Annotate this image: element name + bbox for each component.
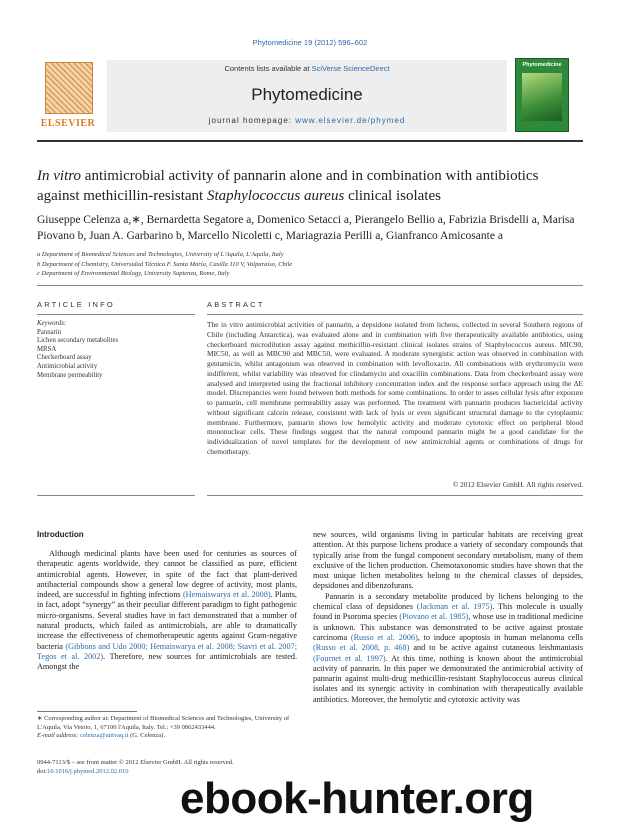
body-left-column: [37, 549, 297, 673]
affiliation-c: c Department of Environmental Biology, University Sapienza, Rome, Italy: [37, 270, 230, 277]
affiliation-a: a Department of Biomedical Sciences and Technologies, University of L'Aquila, L'Aquila, Italy: [37, 251, 284, 258]
affiliation-divider: [37, 285, 583, 286]
citation-link[interactable]: (Hemaiswarya et al. 2008): [182, 590, 271, 600]
keywords-block: [37, 320, 197, 380]
citation-link[interactable]: (Russo et al. 2008, p. 468): [313, 643, 410, 653]
abstract-heading: ABSTRACT: [207, 300, 265, 309]
citation-link[interactable]: (Russo et al. 2006): [350, 632, 418, 642]
citation-link[interactable]: (Piovano et al. 1985): [399, 612, 469, 622]
keyword-item: Antimicrobial activity: [37, 362, 98, 370]
keyword-item: Checkerboard assay: [37, 354, 92, 362]
keyword-item: MRSA: [37, 345, 57, 353]
watermark-text: ebook-hunter.org: [180, 774, 534, 823]
footnote-rule: [37, 711, 137, 712]
abstract-bottom-rule: [207, 495, 583, 496]
journal-cover-image: [515, 58, 569, 132]
affiliation-b: b Department of Chemistry, Universidad Técnica F. Santa María, Casilla 110 V, Valparaíso, Chile: [37, 260, 293, 268]
doi-link[interactable]: 10.1016/j.phymed.2012.02.010: [47, 767, 129, 775]
paragraph-text: , to induce apoptosis in human melanoma cells: [417, 632, 583, 642]
corresponding-text: ∗ Corresponding author at: Department of Biomedical Sciences and Technologies, University of L'Aquila, Via Vetoio, 1, 67100 l'Aquila, Italy. Tel.: +39 0862433444.: [37, 715, 290, 731]
article-info-rule: [37, 314, 195, 315]
email-label: E-mail address:: [37, 732, 81, 739]
citation-link[interactable]: (Gibbons and Udo 2000; Hemaiswarya et al. 2008; Stavri et al. 2007; Tegos et al. 2002): [37, 641, 297, 661]
keyword-item: Membrane permeability: [37, 371, 103, 379]
email-link[interactable]: celenza@univaq.it: [80, 732, 129, 739]
sciencedirect-link[interactable]: SciVerse ScienceDirect: [311, 64, 390, 73]
homepage-line: [107, 116, 507, 125]
email-line: [37, 732, 297, 741]
contents-prefix: Contents lists available at: [224, 64, 312, 73]
keyword-item: Lichen secondary metabolites: [37, 337, 119, 345]
journal-banner: [107, 60, 507, 132]
paragraph-text: . At this time, nothing is known about the antimicrobial activity of pannarin. In this paper we demonstrated the antimicrobial activity of pannarin against multi-drug methicillin-resistant Staphylococcus aureus clinical isolates and its synergic activity in combination with therapeutically available antibiotics. Moreover, the hemolytic and cytotoxic activity was: [313, 653, 583, 704]
pannarin-paragraph: [313, 592, 583, 705]
cover-plant-icon: [522, 73, 562, 121]
corresponding-author-footnote: [37, 715, 297, 741]
title-text-2: antimicrobial activity of pannarin alone and in combination with antibiotics against methicillin-resistant: [37, 168, 539, 204]
article-title: [37, 166, 583, 206]
body-right-column: [313, 530, 583, 705]
journal-name: Phytomedicine: [251, 85, 363, 104]
article-info-heading: ARTICLE INFO: [37, 300, 115, 309]
cover-title: Phytomedicine: [522, 62, 562, 68]
email-suffix: (G. Celenza).: [128, 732, 165, 739]
abstract-rule: [207, 314, 583, 315]
abstract-text: The in vitro antimicrobial activities of pannarin, a depsidone isolated from lichens, collected in several Southern regions of Chile (including Antarctica), was evaluated alone and in combination with five therapeutically available antibiotics, using checkerboard microdilution assay against methicillin-resistant clinical isolates strains of Staphylococcus aureus. MIC90, MIC50, as well as MBC90 and MBC50, were evaluated. A moderate synergistic action was observed in combination with gentamicin, whilst antagonism was observed in combination with levofloxacin. All combinations with erythromycin were indifferent, whilst variability was observed for clindamycin and oxacillin combinations. Data from checkerboard assay were analysed and interpreted using the fractional inhibitory concentration index and the response surface approach using the ΔE model. Discrepancies were found between both methods for some combinations. In order to asses cellular lysis after exposure to pannarin, cell membrane permeability assay was performed. The treatment with pannarin produces bactericidal activity without significant calcein release, consistent with lack of lysis or even significant structural damage to the cytoplasmic membrane. Furthermore, pannarin shows low hemolytic activity and moderate cytotoxic effect on peripheral blood mononuclear cells. These findings suggest that the natural compound pannarin might be a good candidate for the individualization of novel templates for the development of new antimicrobial agents or combinations of drugs for chemotherapy.: [207, 320, 583, 456]
journal-citation[interactable]: Phytomedicine 19 (2012) 596–602: [252, 38, 368, 47]
introduction-heading: Introduction: [37, 530, 84, 539]
paragraph-text: Although medicinal plants have been used for centuries as sources of therapeutic agents worldwide, they cannot be classified as pure, efficient antimicrobial agents. However, in spite of the fact that plant-derived antibacterial compounds show a general low degree of activity, most plants, indeed, are successful in fighting infections: [37, 549, 297, 600]
homepage-link[interactable]: www.elsevier.de/phymed: [295, 116, 406, 125]
publisher-logo-text: ELSEVIER: [40, 118, 96, 129]
contents-line: [107, 64, 507, 73]
paragraph-text: . Plants, in fact, adopt “synergy” as their peculiar different paradigm to fight pathogenic micro-organisms. Several studies have in fact demonstrated that a number of natural products, which failed as antimicrobials, are able to dramatically increase the effectiveness of chemotherapeutic agents against Gram-negative bacteria: [37, 590, 297, 651]
paragraph-text: . This molecule is usually found in Psoroma species: [313, 602, 584, 622]
continued-paragraph: new sources, wild organisms living in particular habitats are receiving great attention. At this purpose lichens produce a variety of secondary compounds that typically arise from the fungal component secondary metabolism, many of them exclusive of the lichen production. Chemotaxonomic studies have shown that the most unique lichen metabolites belong to the chemical classes of depsides, depsidones and dibenzofurans.: [313, 530, 583, 591]
paragraph-text: and to be active against cutaneous leishmaniasis: [409, 643, 583, 653]
homepage-prefix: journal homepage:: [208, 116, 296, 125]
article-info-bottom-rule: [37, 495, 195, 496]
paragraph-text: Pannarin is a secondary metabolite produced by lichens belonging to the chemical class of depsidones: [313, 591, 583, 612]
title-italic-3: Staphylococcus aureus: [206, 188, 345, 204]
paragraph-text: . Therefore, new sources for antimicrobials are tested. Amongst the: [37, 651, 298, 672]
title-italic-1: In vitro: [37, 168, 82, 184]
citation-link[interactable]: (Jackman et al. 1975): [416, 602, 493, 612]
keywords-label: Keywords:: [37, 320, 67, 327]
paragraph-text: , whose use in traditional medicine is unknown. This substance was demonstrated to be active against prostate carcinoma: [313, 612, 583, 642]
keyword-item: Pannarin: [37, 328, 62, 336]
copyright-notice: © 2012 Elsevier GmbH. All rights reserved.: [452, 480, 583, 489]
issn-line: 0944-7113/$ – see front matter © 2012 Elsevier GmbH. All rights reserved.: [37, 759, 234, 766]
header-divider: [37, 140, 583, 142]
tree-logo-icon: [45, 62, 93, 114]
author-list[interactable]: Giuseppe Celenza a,∗, Bernardetta Segatore a, Domenico Setacci a, Pierangelo Bellio a, Fabrizia Brisdelli a, Marisa Piovano b, Juan A. Garbarino b, Marcello Nicoletti c, Mariagrazia Perilli a, Gianfranco Amicosante a: [37, 214, 575, 242]
affiliations: [37, 250, 583, 279]
citation-link[interactable]: (Fournet et al. 1997): [313, 653, 386, 663]
doi-prefix: doi:: [37, 767, 48, 775]
title-text-4: clinical isolates: [344, 188, 441, 204]
intro-paragraph: [37, 549, 297, 673]
elsevier-logo: [37, 60, 99, 132]
